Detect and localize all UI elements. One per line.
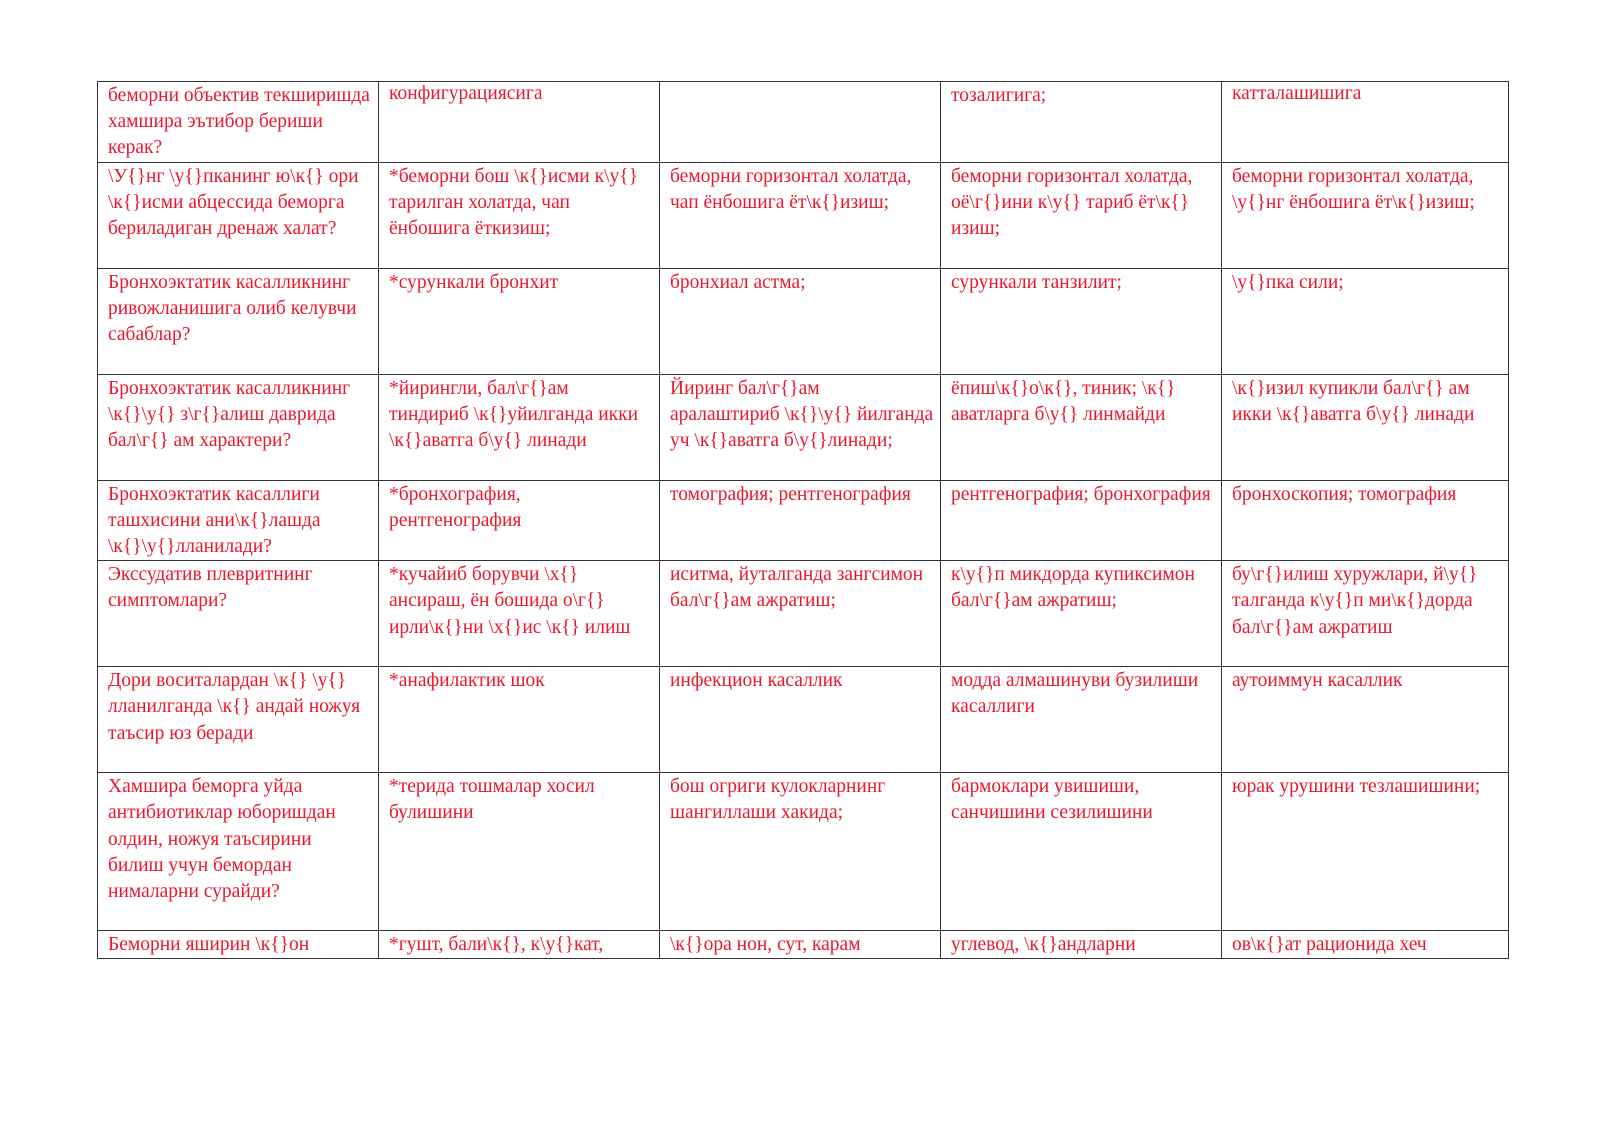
table-row [98, 162, 1509, 268]
answer-d-cell: \у{}пка сили; [1222, 268, 1509, 374]
table-row [98, 667, 1509, 773]
answer-b-cell [660, 82, 941, 163]
answer-c-cell: модда алмашинуви бузилиши касаллиги [941, 667, 1222, 773]
answer-a-cell: *терида тошмалар хосил булишини [379, 773, 660, 931]
answer-a-cell: *анафилактик шок [379, 667, 660, 773]
answer-d-cell: аутоиммун касаллик [1222, 667, 1509, 773]
answer-c-cell: рентгенография; бронхография [941, 480, 1222, 561]
answer-b-cell: инфекцион касаллик [660, 667, 941, 773]
table-row [98, 268, 1509, 374]
table-row [98, 931, 1509, 959]
answer-a-cell: *йирингли, бал\г{}ам тиндириб \к{}уйилганда икки \к{}аватга б\у{} линади [379, 374, 660, 480]
question-cell: \У{}нг \у{}пканинг ю\к{} ори \к{}исми абцессида беморга бериладиган дренаж халат? [98, 162, 379, 268]
answer-a-cell: *гушт, бали\к{}, к\у{}кат, [379, 931, 660, 959]
question-cell: Бронхоэктатик касалликнинг ривожланишига олиб келувчи сабаблар? [98, 268, 379, 374]
answer-d-cell: \к{}изил купикли бал\г{} ам икки \к{}аватга б\у{} линади [1222, 374, 1509, 480]
question-cell: Дори воситалардан \к{} \у{}лланилганда \к{} андай ножуя таъсир юз беради [98, 667, 379, 773]
answer-b-cell: беморни горизонтал холатда, чап ёнбошига ёт\к{}изиш; [660, 162, 941, 268]
answer-a-cell: *беморни бош \к{}исми к\у{}тарилган холатда, чап ёнбошига ёткизиш; [379, 162, 660, 268]
answer-d-cell: бронхоскопия; томография [1222, 480, 1509, 561]
answer-a-cell: *бронхография, рентгенография [379, 480, 660, 561]
answer-a-cell: *сурункали бронхит [379, 268, 660, 374]
answer-a-cell: конфигурациясига [379, 82, 660, 163]
table-row [98, 82, 1509, 163]
table-row [98, 561, 1509, 667]
answer-b-cell: бронхиал астма; [660, 268, 941, 374]
answer-d-cell: юрак урушини тезлашишини; [1222, 773, 1509, 931]
table-row [98, 480, 1509, 561]
question-cell: Экссудатив плевритнинг симптомлари? [98, 561, 379, 667]
answer-d-cell: катталашишига [1222, 82, 1509, 163]
answer-d-cell: бу\г{}илиш хуружлари, й\у{}талганда к\у{}п ми\к{}дорда бал\г{}ам ажратиш [1222, 561, 1509, 667]
question-cell: Бронхоэктатик касаллиги ташхисини ани\к{}лашда \к{}\у{}лланилади? [98, 480, 379, 561]
answer-b-cell: Йиринг бал\г{}ам аралаштириб \к{}\у{} йилганда уч \к{}аватга б\у{}линади; [660, 374, 941, 480]
table-row [98, 374, 1509, 480]
answer-d-cell: ов\к{}ат рационида хеч [1222, 931, 1509, 959]
answer-c-cell: бармоклари увишиши, санчишини сезилишини [941, 773, 1222, 931]
answer-c-cell: сурункали танзилит; [941, 268, 1222, 374]
answer-c-cell: к\у{}п микдорда купиксимон бал\г{}ам ажратиш; [941, 561, 1222, 667]
question-cell: Хамшира беморга уйда антибиотиклар юборишдан олдин, ножуя таъсирини билиш учун бемордан нималарни сурайди? [98, 773, 379, 931]
answer-c-cell: углевод, \к{}андларни [941, 931, 1222, 959]
table-row [98, 773, 1509, 931]
answer-b-cell: \к{}ора нон, сут, карам [660, 931, 941, 959]
quiz-table [97, 81, 1509, 959]
answer-b-cell: бош огриги кулокларнинг шангиллаши хакида; [660, 773, 941, 931]
answer-c-cell: беморни горизонтал холатда, оё\г{}ини к\у{} тариб ёт\к{}изиш; [941, 162, 1222, 268]
answer-a-cell: *кучайиб борувчи \х{} ансираш, ён бошида о\г{} ирли\к{}ни \х{}ис \к{} илиш [379, 561, 660, 667]
question-cell: Беморни яширин \к{}он [98, 931, 379, 959]
question-cell: Бронхоэктатик касалликнинг \к{}\у{} з\г{}алиш даврида бал\г{} ам характери? [98, 374, 379, 480]
answer-c-cell: тозалигига; [941, 82, 1222, 163]
answer-c-cell: ёпиш\к{}о\к{}, тиник; \к{}аватларга б\у{} линмайди [941, 374, 1222, 480]
answer-b-cell: иситма, йуталганда зангсимон бал\г{}ам ажратиш; [660, 561, 941, 667]
answer-b-cell: томография; рентгенография [660, 480, 941, 561]
answer-d-cell: беморни горизонтал холатда, \у{}нг ёнбошига ёт\к{}изиш; [1222, 162, 1509, 268]
question-cell: беморни объектив текширишда хамшира эътибор бериши керак? [98, 82, 379, 163]
